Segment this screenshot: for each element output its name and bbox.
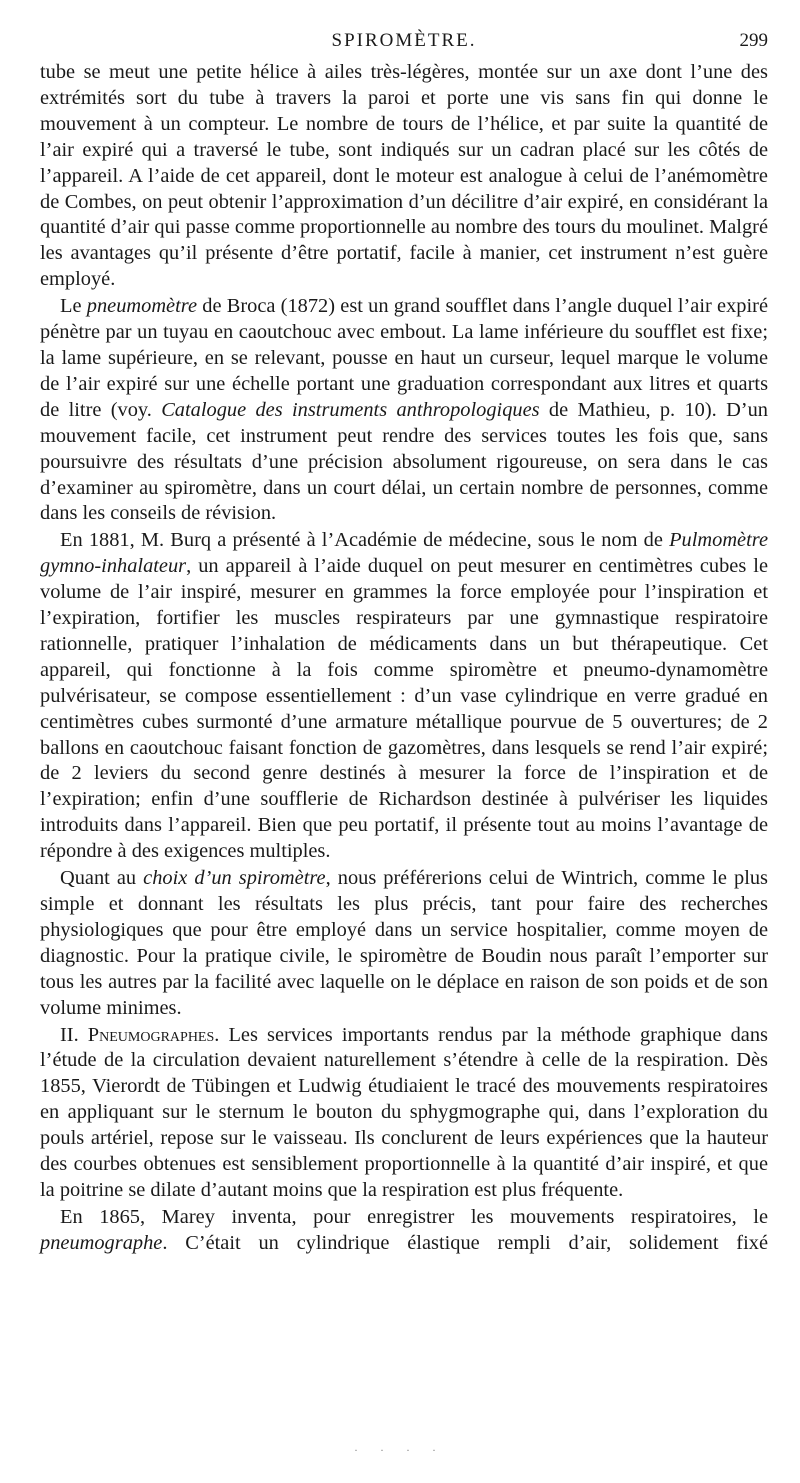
text-run: Le	[60, 295, 87, 318]
paragraph-5	[40, 1023, 768, 1204]
italic-term: pneumomètre	[86, 295, 197, 318]
section-heading: Pneumographes.	[87, 1023, 220, 1046]
footer-marks: . . . .	[354, 1440, 446, 1454]
italic-term: Pulmomètre gymno-inhalateur	[40, 529, 768, 578]
text-run: tube se meut une petite hélice à ailes très-légères, montée sur un axe dont l’une des extrémités sort du tube à travers la paroi et porte une vis sans fin qui donne le mouvement à un compteur. Le nombre de tours de l’hélice, et par suite la quantité de l’air expiré qui a traversé le tube, sont indiqués sur un cadran placé sur les côtés de l’appareil. A l’aide de cet appareil, dont le moteur est analogue à celui de l’anémomètre de Combes, on peut obtenir l’approximation d’un décilitre d’air expiré, en considérant la quantité d’air qui passe comme proportionnelle au nombre des tours du moulinet. Malgré les avantages qu’il présente d’être portatif, facile à manier, cet instrument n’est guère employé.	[40, 61, 768, 291]
text-run: . C’était un cylindrique élastique rempli d’air, solidement fixé	[162, 1231, 768, 1254]
text-run: Les services importants rendus par la méthode graphique dans l’étude de la circulation devaient naturellement s’étendre à celle de la respiration. Dès 1855, Vierordt de Tübingen et Ludwig étudiaient le tracé des mouvements respiratoires en appliquant sur le sternum le bouton du sphygmographe qui, dans l’exploration du pouls artériel, repose sur le vaisseau. Ils conclurent de leurs expériences que la hauteur des courbes obtenues est sensiblement proportionnelle à la quantité d’air inspiré, et que la poitrine se dilate d’autant moins que la respiration est plus fréquente.	[40, 1023, 768, 1201]
body-text	[40, 60, 768, 1258]
page-header	[40, 26, 768, 56]
text-run: Quant au	[60, 867, 144, 890]
text-run: de Mathieu, p. 10). D’un mouvement facile, cet instrument peut rendre des services toutes les fois que, sans poursuivre des résultats d’une précision absolument rigoureuse, on sera dans le cas d’examiner au spiromètre, dans un court délai, un certain nombre de personnes, comme dans les conseils de révision.	[40, 398, 768, 525]
text-run: En 1865, Marey inventa, pour enregistrer les mouvements respiratoires, le	[60, 1205, 768, 1228]
text-run: , un appareil à l’aide duquel on peut mesurer en centimètres cubes le volume de l’air inspiré, mesurer en grammes la force employée pour l’inspiration et l’expiration, fortifier les muscles respirateurs par une gymnastique respiratoire rationnelle, pratiquer l’inhalation de médicaments dans un but thérapeutique. Cet appareil, qui fonctionne à la fois comme spiromètre et pneumo-dynamomètre pulvérisateur, se compose essentiellement : d’un vase cylindrique en verre gradué en centimètres cubes surmonté d’une armature métallique pourvue de 5 ouvertures; de 2 ballons en caoutchouc faisant fonction de gazomètres, dans lesquels se rend l’air expiré; de 2 leviers du second genre destinés à mesurer la force de l’inspiration et de l’expiration; enfin d’une soufflerie de Richardson destinée à pulvériser les liquides introduits dans l’appareil. Bien que peu portatif, il présente tout au moins l’avantage de répondre à des exigences multiples.	[40, 555, 768, 863]
italic-term: Catalogue des instruments anthropologiques	[161, 398, 540, 421]
text-run: , nous préférerions celui de Wintrich, comme le plus simple et donnant les résultats les plus précis, tant pour faire des recherches physiologiques que pour être employé dans un service hospitalier, comme moyen de diagnostic. Pour la pratique civile, le spiromètre de Boudin nous paraît l’emporter sur tous les autres par la facilité avec laquelle on le déplace en raison de son poids et de son volume minimes.	[40, 867, 768, 1019]
running-title: SPIROMÈTRE.	[331, 30, 477, 51]
text-run: II.	[60, 1023, 88, 1046]
page-number: 299	[739, 30, 768, 51]
text-run: En 1881, M. Burq a présenté à l’Académie de médecine, sous le nom de	[60, 529, 670, 552]
paragraph-2	[40, 294, 768, 527]
paragraph-6	[40, 1205, 768, 1257]
paragraph-1	[40, 60, 768, 293]
paragraph-4	[40, 866, 768, 1021]
italic-term: choix d’un spiromètre	[143, 867, 326, 890]
paragraph-3	[40, 528, 768, 865]
text-run: de Broca (1872) est un grand soufflet dans l’angle duquel l’air expiré pénètre par un tuyau en caoutchouc avec embout. La lame inférieure du soufflet est fixe; la lame supérieure, en se relevant, pousse en haut un curseur, lequel marque le volume de l’air expiré sur une échelle portant une graduation correspondant aux litres et quarts de litre (voy.	[40, 295, 769, 421]
italic-term: pneumographe	[40, 1231, 163, 1254]
